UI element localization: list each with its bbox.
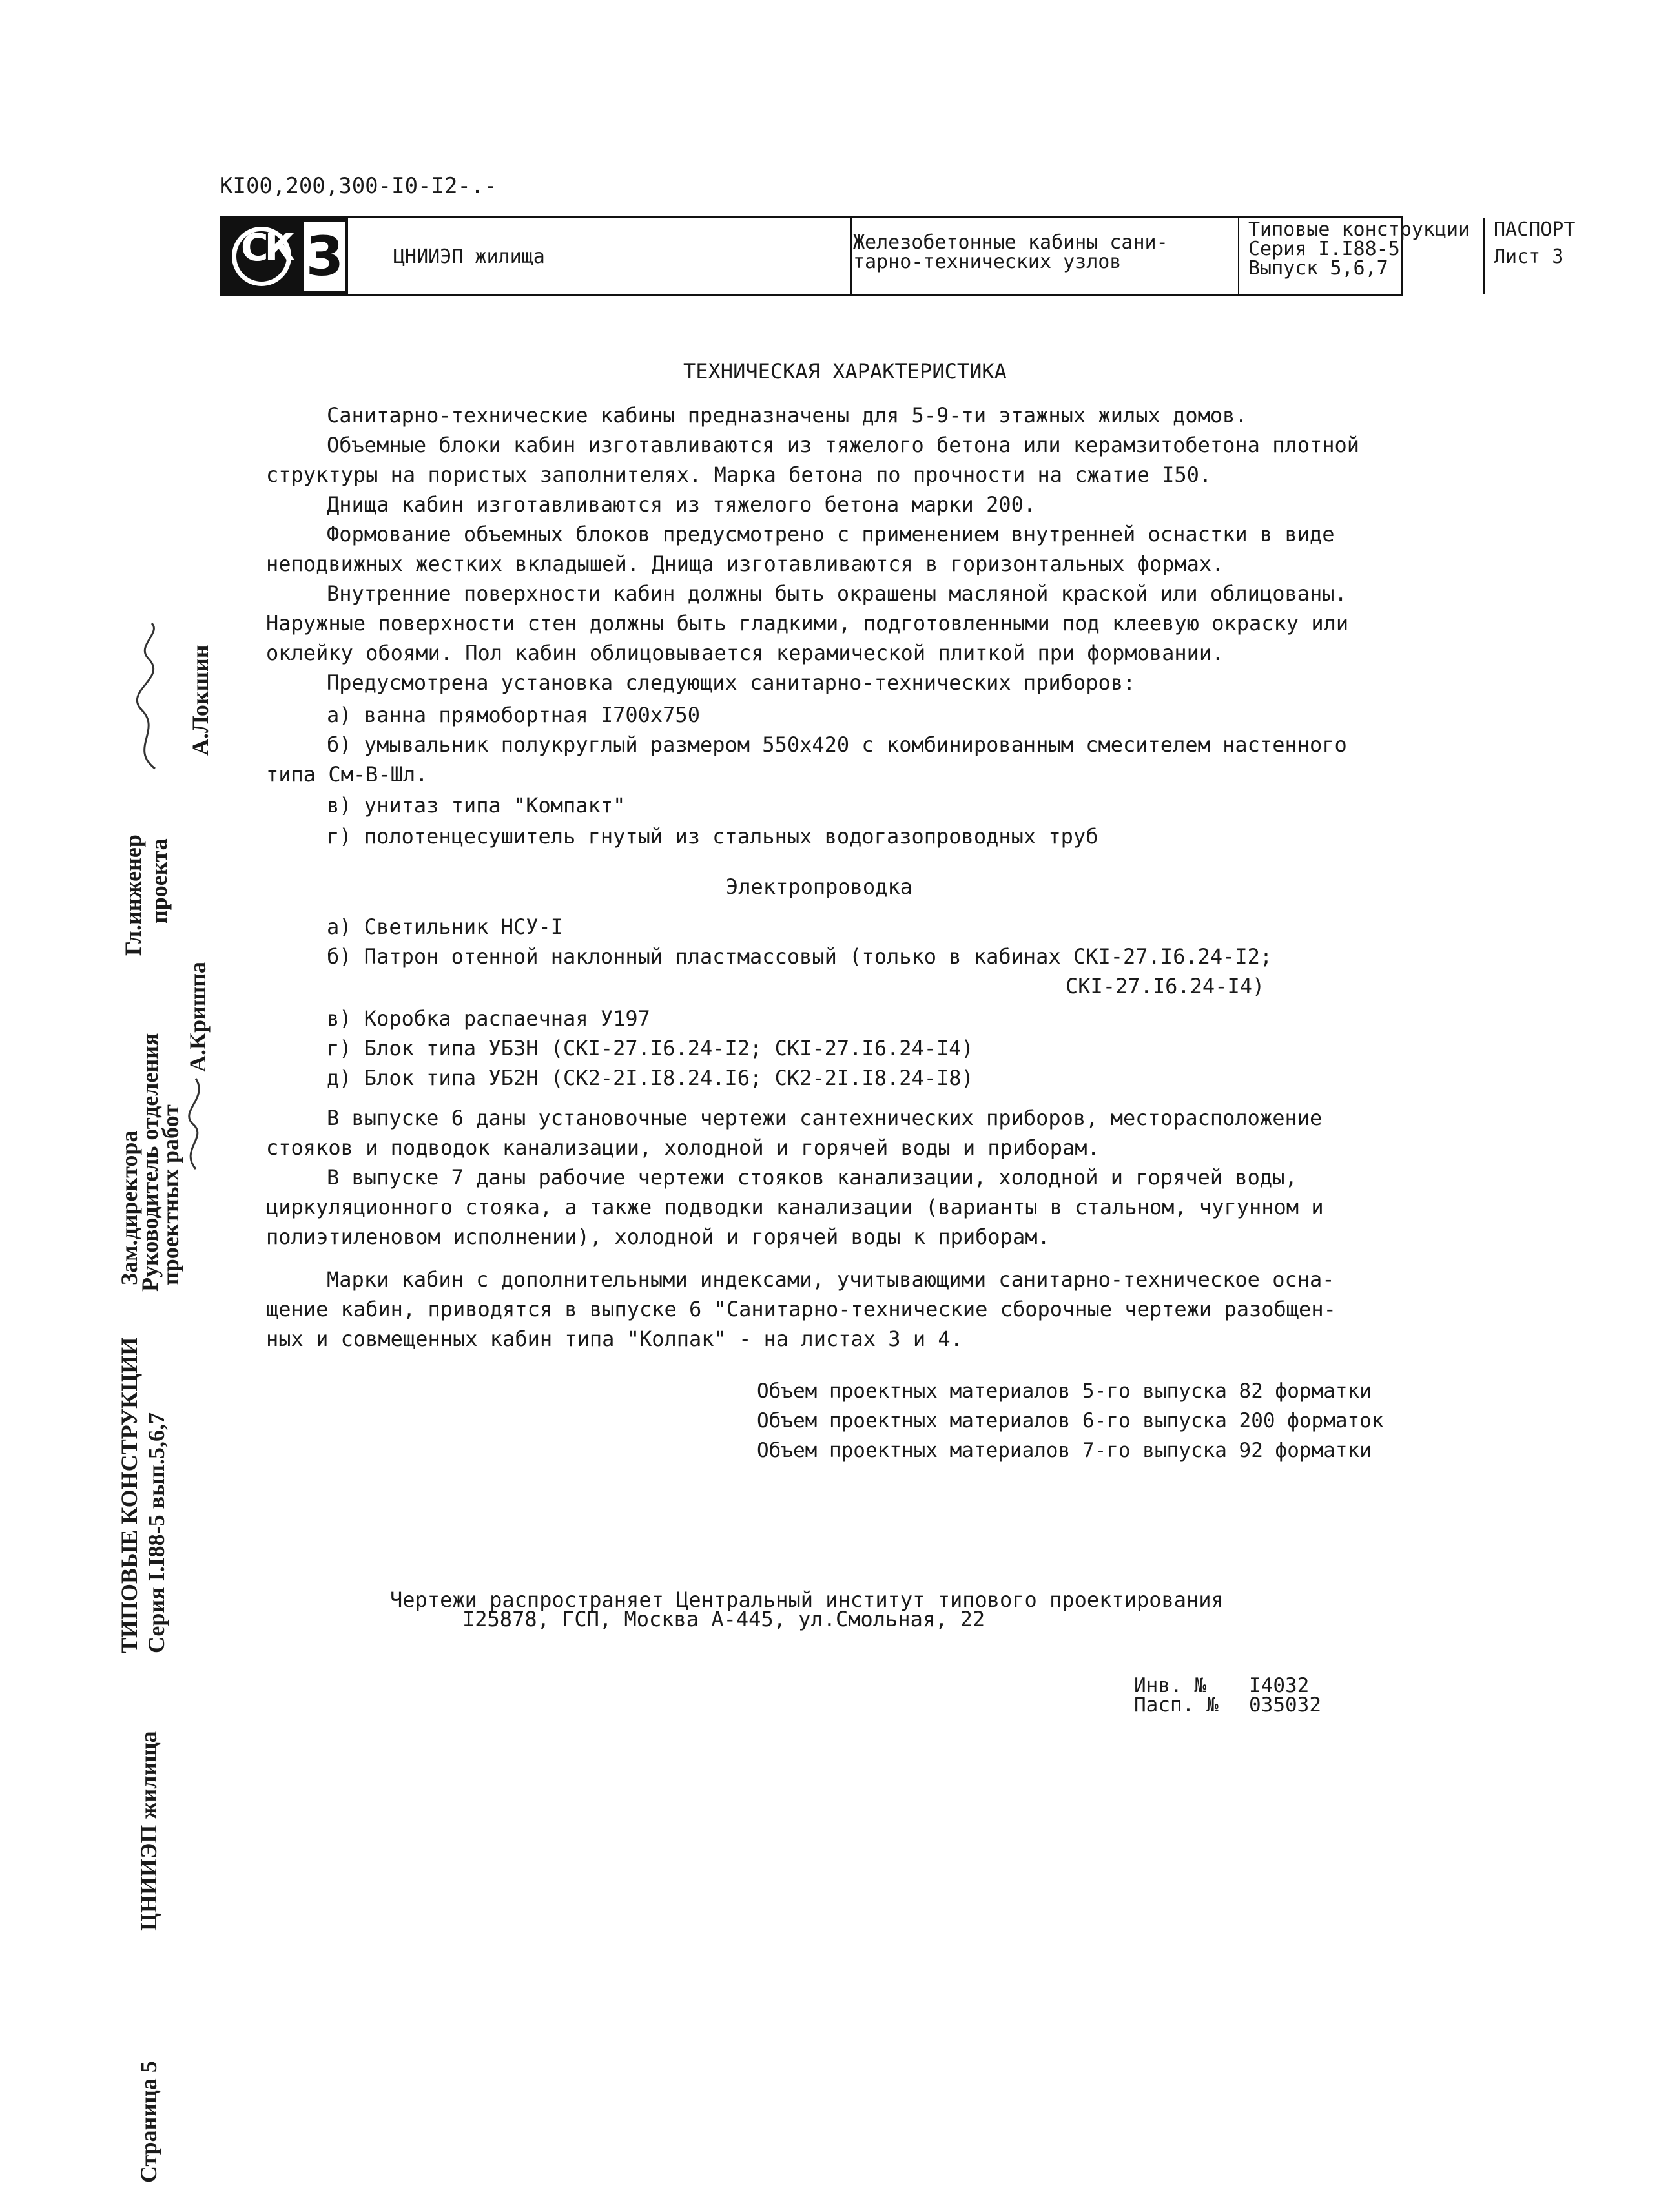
- ck-logo: [222, 218, 348, 294]
- paragraph-line: Наружные поверхности стен должны быть гладкими, подготовленными под клеевую окраску или: [266, 611, 1349, 636]
- volume-line: Объем проектных материалов 7-го выпуска 92 форматки: [757, 1439, 1372, 1462]
- paragraph-line: структуры на пористых заполнителях. Марка бетона по прочности на сжатие I50.: [266, 462, 1212, 487]
- paragraph-line: Днища кабин изготавливаются из тяжелого бетона марки 200.: [327, 492, 1036, 517]
- note-line: полиэтиленовом исполнении), холодной и горячей воды к приборам.: [266, 1225, 1050, 1249]
- device-item: типа См-В-Шл.: [266, 762, 428, 787]
- stamp-passport: ПАСПОРТ: [1494, 218, 1576, 241]
- margin-chief-name: А.Локшин: [187, 645, 213, 756]
- distributor-line2: I25878, ГСП, Москва А-445, ул.Смольная, 22: [462, 1607, 985, 1631]
- stamp-title-line2: тарно-технических узлов: [853, 251, 1122, 273]
- margin-series-value: Серия I.I88-5 вып.5,6,7: [143, 1412, 169, 1653]
- margin-org: ЦНИИЭП жилища: [136, 1731, 161, 1931]
- paragraph-line: Предусмотрена установка следующих санитарно-технических приборов:: [327, 670, 1136, 695]
- stamp-sheet: Лист 3: [1494, 245, 1564, 268]
- margin-chief-engineer: Гл.инженер: [120, 834, 146, 956]
- margin-dept-head: Руководитель отделения: [137, 1033, 163, 1292]
- logo-number: 3: [304, 222, 345, 291]
- paragraph-line: Формование объемных блоков предусмотрено с применением внутренней оснастки в виде: [327, 522, 1335, 546]
- stamp-title-line1: Железобетонные кабины сани-: [853, 231, 1168, 254]
- margin-series-label: ТИПОВЫЕ КОНСТРУКЦИИ: [116, 1337, 142, 1653]
- pasp-label: Пасп. №: [1134, 1693, 1219, 1717]
- electro-item: СКI-27.I6.24-I4): [1066, 974, 1265, 998]
- note-line: ных и совмещенных кабин типа "Колпак" - на листах 3 и 4.: [266, 1327, 963, 1351]
- inv-value: I4032: [1249, 1674, 1310, 1697]
- note-line: циркуляционного стояка, а также подводки канализации (варианты в стальном, чугунном и: [266, 1195, 1324, 1219]
- stamp-series-line3: Выпуск 5,6,7: [1248, 257, 1388, 280]
- electro-item: а) Светильник НСУ-I: [327, 915, 564, 939]
- device-item: г) полотенцесушитель гнутый из стальных водогазопроводных труб: [327, 824, 1098, 849]
- stamp-series-line2: Серия I.I88-5: [1248, 238, 1400, 260]
- paragraph-line: Санитарно-технические кабины предназначены для 5-9-ти этажных жилых домов.: [327, 403, 1248, 428]
- volume-line: Объем проектных материалов 5-го выпуска 82 форматки: [757, 1380, 1372, 1403]
- paragraph-line: Объемные блоки кабин изготавливаются из тяжелого бетона или керамзитобетона плотной: [327, 433, 1360, 457]
- note-line: Марки кабин с дополнительными индексами, учитывающими санитарно-техническое осна-: [327, 1267, 1335, 1292]
- note-line: щение кабин, приводятся в выпуске 6 "Санитарно-технические сборочные чертежи разобщен-: [266, 1297, 1336, 1321]
- inv-label: Инв. №: [1134, 1674, 1206, 1697]
- paragraph-line: оклейку обоями. Пол кабин облицовывается керамической плиткой при формовании.: [266, 641, 1224, 665]
- signature-1-icon: [116, 620, 187, 775]
- stamp-series-cell: [1239, 218, 1485, 294]
- stamp-series-line1: Типовые конструкции: [1248, 218, 1470, 241]
- note-line: В выпуске 7 даны рабочие чертежи стояков канализации, холодной и горячей воды,: [327, 1165, 1297, 1190]
- page-heading: ТЕХНИЧЕСКАЯ ХАРАКТЕРИСТИКА: [683, 359, 1007, 384]
- electro-item: б) Патрон отенной наклонный пластмассовый (только в кабинах СКI-27.I6.24-I2;: [327, 944, 1273, 969]
- device-item: б) умывальник полукруглый размером 550х420 с комбинированным смесителем настенного: [327, 732, 1347, 757]
- logo-letters: СК: [241, 225, 291, 269]
- device-item: а) ванна прямобортная I700х750: [327, 703, 700, 727]
- stamp-org: ЦНИИЭП жилища: [393, 245, 545, 268]
- volume-line: Объем проектных материалов 6-го выпуска 200 форматок: [757, 1409, 1384, 1432]
- margin-dept-name: А.Кришпа: [185, 962, 211, 1072]
- margin-page: Страница 5: [136, 2061, 161, 2183]
- paragraph-line: неподвижных жестких вкладышей. Днища изготавливаются в горизонтальных формах.: [266, 552, 1224, 576]
- pasp-value: 035032: [1249, 1693, 1321, 1717]
- margin-dept-head-2: проектных работ: [158, 1104, 183, 1285]
- margin-deputy: Зам.директора: [116, 1130, 142, 1285]
- electro-item: г) Блок типа УБЗН (СКI-27.I6.24-I2; СКI-27.I6.24-I4): [327, 1036, 974, 1060]
- document-code: КI00,200,300-I0-I2-.-: [220, 173, 497, 199]
- note-line: стояков и подводок канализации, холодной и горячей воды и приборам.: [266, 1135, 1100, 1160]
- header-stamp: [220, 216, 1576, 296]
- stamp-passport-cell: [1485, 218, 1659, 294]
- margin-chief-engineer-2: проекта: [146, 838, 172, 924]
- signature-2-icon: [173, 1072, 218, 1175]
- electro-heading: Электропроводка: [726, 874, 912, 899]
- note-line: В выпуске 6 даны установочные чертежи сантехнических приборов, месторасположение: [327, 1106, 1323, 1130]
- stamp-org-cell: [348, 218, 852, 294]
- device-item: в) унитаз типа "Компакт": [327, 793, 626, 818]
- electro-item: в) Коробка распаечная У197: [327, 1006, 650, 1031]
- distributor-line1: Чертежи распространяет Центральный институт типового проектирования: [390, 1587, 1224, 1612]
- stamp-title-cell: [852, 218, 1239, 294]
- electro-item: д) Блок типа УБ2Н (СК2-2I.I8.24.I6; СК2-2I.I8.24-I8): [327, 1066, 974, 1090]
- paragraph-line: Внутренние поверхности кабин должны быть окрашены масляной краской или облицованы.: [327, 581, 1347, 606]
